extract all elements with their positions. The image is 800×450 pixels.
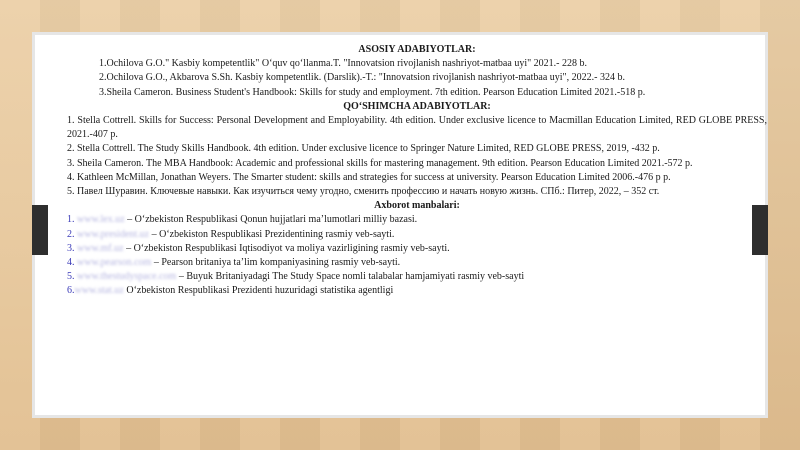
references-content xyxy=(67,43,767,299)
extra-literature-heading: QO‘SHIMCHA ADABIYOTLAR: xyxy=(343,100,491,112)
source-link[interactable]: www.stat.uz xyxy=(74,285,124,297)
source-description: – Pearson britaniya ta’lim kompaniyasining rasmiy veb-sayti. xyxy=(151,257,401,269)
main-ref-2: 2.Ochilova G.O., Akbarova S.Sh. Kasbiy kompetentlik. (Darslik).-T.: "Innovatsion rivojlanish nashriyot-matbaa uyi", 2022.- 324 b. xyxy=(99,72,625,84)
extra-ref-1: 1. Stella Cottrell. Skills for Success: Personal Development and Employability. 4th edition. Under exclusive licence to Macmillan Education Limited, RED GLOBE PRESS, 2021.-407 p. xyxy=(67,115,767,141)
source-item-1 xyxy=(67,213,767,227)
slide-card xyxy=(32,32,768,418)
source-item-6 xyxy=(67,284,767,298)
source-link[interactable]: www.lex.uz xyxy=(77,214,125,226)
source-link[interactable]: www.mf.uz xyxy=(77,242,124,254)
source-number: 2. xyxy=(67,228,75,240)
source-item-2 xyxy=(67,228,767,242)
source-item-5 xyxy=(67,270,767,284)
source-number: 6. xyxy=(67,285,75,297)
source-description: – Buyuk Britaniyadagi The Study Space nomli talabalar hamjamiyati rasmiy veb-sayti xyxy=(176,271,525,283)
source-item-3 xyxy=(67,242,767,256)
source-link[interactable]: www.pearson.com xyxy=(77,257,152,269)
source-link[interactable]: www.thestudyspace.com xyxy=(77,271,177,283)
main-literature-heading: ASOSIY ADABIYOTLAR: xyxy=(358,44,476,55)
extra-ref-2: 2. Stella Cottrell. The Study Skills Handbook. 4th edition. Under exclusive licence to Springer Nature Limited, RED GLOBE PRESS, 2019, -432 p. xyxy=(67,143,660,155)
source-description: O‘zbekiston Respublikasi Prezidenti huzuridagi statistika agentligi xyxy=(123,285,394,297)
source-description: – O‘zbekiston Respublikasi Qonun hujjatlari ma’lumotlari milliy bazasi. xyxy=(124,214,418,226)
left-side-tab xyxy=(32,205,48,255)
source-description: – O‘zbekiston Respublikasi Iqtisodiyot va moliya vazirligining rasmiy veb-sayti. xyxy=(123,242,450,254)
source-number: 3. xyxy=(67,242,75,254)
sources-heading: Axborot manbalari: xyxy=(374,200,460,212)
source-item-4 xyxy=(67,256,767,270)
extra-ref-5: 5. Павел Шуравин. Ключевые навыки. Как изучиться чему угодно, сменить профессию и начать новую жизнь. СПб.: Питер, 2022, – 352 ст. xyxy=(67,186,660,198)
source-link[interactable]: www.president.uz xyxy=(77,228,150,240)
main-ref-3: 3.Sheila Cameron. Business Student's Handbook: Skills for study and employment. 7th edition. Pearson Education Limited 2021.-518 p. xyxy=(99,86,646,98)
source-number: 1. xyxy=(67,214,75,226)
source-description: – O‘zbekiston Respublikasi Prezidentining rasmiy veb-sayti. xyxy=(149,228,395,240)
main-ref-1: 1.Ochilova G.O." Kasbiy kompetentlik" O‘quv qo‘llanma.T. "Innovatsion rivojlanish nashriyot-matbaa uyi" 2021.- 228 b. xyxy=(99,58,588,70)
source-number: 5. xyxy=(67,271,75,283)
extra-ref-3: 3. Sheila Cameron. The MBA Handbook: Academic and professional skills for mastering management. 9th edition. Pearson Education Limited 2021.-572 p. xyxy=(67,157,693,169)
source-number: 4. xyxy=(67,257,75,269)
extra-ref-4: 4. Kathleen McMillan, Jonathan Weyers. The Smarter student: skills and strategies for success at university. Pearson Education Limited 2006.-476 p p. xyxy=(67,171,671,183)
right-side-tab xyxy=(752,205,768,255)
